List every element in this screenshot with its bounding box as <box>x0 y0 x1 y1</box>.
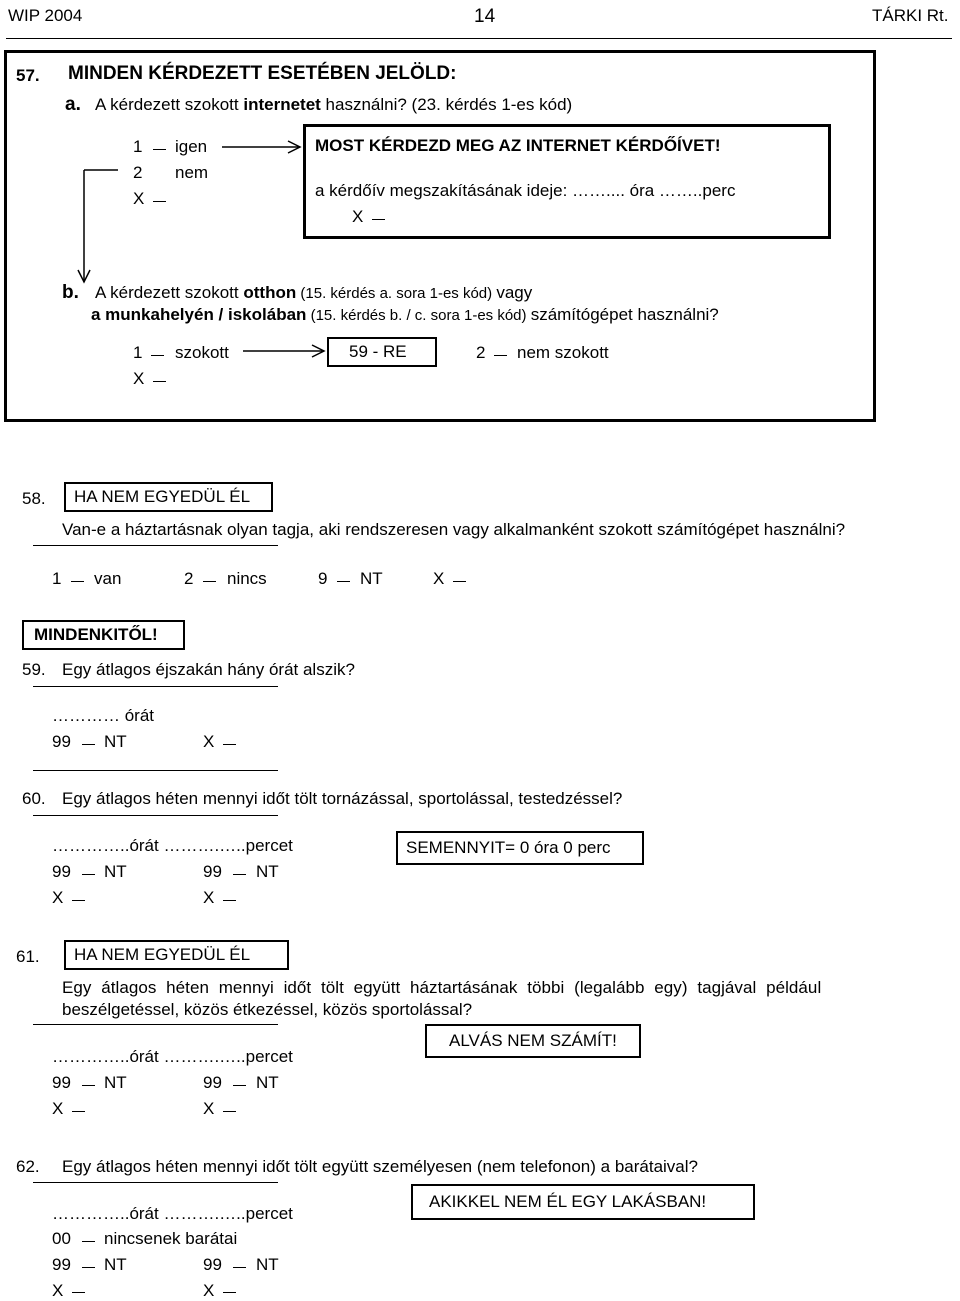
q62-number: 62. <box>16 1157 40 1176</box>
q62-none-dash <box>82 1241 95 1242</box>
q57a-text-pre: A kérdezett szokott <box>95 95 244 114</box>
q61-number: 61. <box>16 947 40 966</box>
header-left: WIP 2004 <box>8 6 83 25</box>
q62-x1[interactable]: X <box>52 1281 64 1300</box>
q59-bottom-rule <box>33 770 278 771</box>
q58-filter-box: HA NEM EGYEDÜL ÉL <box>64 482 273 512</box>
q57b-l2-end: számítógépet használni? <box>530 305 719 324</box>
q60-nt2-label: NT <box>256 862 279 881</box>
q57b-opt2-dash <box>494 355 507 356</box>
q57b-optx-dash <box>153 381 166 382</box>
q62-nt2-code[interactable]: 99 <box>203 1255 222 1274</box>
q62-answer[interactable]: …………..órát ……….…..percet <box>52 1204 293 1223</box>
q60-nt2-code[interactable]: 99 <box>203 862 222 881</box>
q57-title: MINDEN KÉRDEZETT ESETÉBEN JELÖLD: <box>68 63 457 84</box>
q57b-letter: b. <box>62 282 79 303</box>
q60-question: Egy átlagos héten mennyi időt tölt tornázással, sportolással, testedzéssel? <box>62 789 623 808</box>
q61-x2-dash <box>223 1111 236 1112</box>
q60-nt1-dash <box>82 874 95 875</box>
q58-opt2-code[interactable]: 2 <box>184 569 194 588</box>
q60-nt1-label: NT <box>104 862 127 881</box>
q58-underline <box>33 545 278 546</box>
q58-opt3-label: NT <box>360 569 383 588</box>
q60-nt1-code[interactable]: 99 <box>52 862 71 881</box>
q61-question-line1: Egy átlagos héten mennyi időt tölt együtt háztartásának többi (legalább egy) tagjával például <box>62 978 822 997</box>
q61-filter-box: HA NEM EGYEDÜL ÉL <box>64 940 289 970</box>
q60-x1[interactable]: X <box>52 888 64 907</box>
q58-number: 58. <box>22 489 46 508</box>
q58-opt2-dash <box>203 581 216 582</box>
q57a-text-post: használni? (23. kérdés 1-es kód) <box>320 95 573 114</box>
q59-underline <box>33 686 278 687</box>
q61-nt2-dash <box>233 1085 246 1086</box>
q57a-opt2-code[interactable]: 2 <box>133 163 143 182</box>
q62-x2[interactable]: X <box>203 1281 215 1300</box>
q57b-opt1-dash <box>151 355 164 356</box>
q58-opt3-dash <box>337 581 350 582</box>
q57a-box-title: MOST KÉRDEZD MEG AZ INTERNET KÉRDŐÍVET! <box>315 136 721 155</box>
q61-question-line2: beszélgetéssel, közös étkezéssel, közös sportolással? <box>62 1000 473 1019</box>
q58-opt1-label: van <box>94 569 122 588</box>
q62-question: Egy átlagos héten mennyi időt tölt együtt személyesen (nem telefonon) a barátaival? <box>62 1157 698 1176</box>
q59-question: Egy átlagos éjszakán hány órát alszik? <box>62 660 355 679</box>
header-right: TÁRKI Rt. <box>872 6 949 25</box>
q58-question: Van-e a háztartásnak olyan tagja, aki rendszeresen vagy alkalmanként szokott számítógépet használni? <box>62 520 846 539</box>
q57a-box-line: a kérdőív megszakításának ideje: …….... óra ……..perc <box>315 181 736 200</box>
q57b-opt2-code[interactable]: 2 <box>476 343 486 362</box>
q60-number: 60. <box>22 789 46 808</box>
q62-none-code[interactable]: 00 <box>52 1229 71 1248</box>
q57a-opt2-label: nem <box>175 163 209 182</box>
q62-nt2-dash <box>233 1267 246 1268</box>
q61-nt2-label: NT <box>256 1073 279 1092</box>
q58-opt1-dash <box>71 581 84 582</box>
q58-optx[interactable]: X <box>433 569 445 588</box>
q57b-goto-box: 59 - RE <box>327 337 437 367</box>
q61-answer[interactable]: …………..órát ……….…..percet <box>52 1047 293 1066</box>
q61-nt1-dash <box>82 1085 95 1086</box>
q59-number: 59. <box>22 660 46 679</box>
q57a-optx[interactable]: X <box>133 189 145 208</box>
q61-note-box: ALVÁS NEM SZÁMÍT! <box>425 1024 641 1058</box>
everyone-banner: MINDENKITŐL! <box>22 620 185 650</box>
q57a-box-x-dash <box>372 219 385 220</box>
q58-opt1-code[interactable]: 1 <box>52 569 62 588</box>
q62-note-box: AKIKKEL NEM ÉL EGY LAKÁSBAN! <box>411 1184 755 1220</box>
q62-underline <box>33 1182 278 1183</box>
q57b-l2-mid: (15. kérdés b. / c. sora 1-es kód) <box>306 307 531 324</box>
q61-x2[interactable]: X <box>203 1099 215 1118</box>
q59-nt-dash <box>82 744 95 745</box>
q61-nt2-code[interactable]: 99 <box>203 1073 222 1092</box>
q60-note-box: SEMENNYIT= 0 óra 0 perc <box>396 831 644 865</box>
q62-nt1-dash <box>82 1267 95 1268</box>
q57a-opt1-label: igen <box>175 137 208 156</box>
q57a-letter: a. <box>65 94 81 115</box>
q60-answer[interactable]: …………..órát ……….…..percet <box>52 836 293 855</box>
q60-underline <box>33 815 278 816</box>
q60-x2-dash <box>223 900 236 901</box>
q61-nt1-label: NT <box>104 1073 127 1092</box>
q57-number: 57. <box>16 66 40 85</box>
q59-nt-code[interactable]: 99 <box>52 732 71 751</box>
q62-nt1-code[interactable]: 99 <box>52 1255 71 1274</box>
q60-x1-dash <box>72 900 85 901</box>
q61-x1-dash <box>72 1111 85 1112</box>
q62-none-label: nincsenek barátai <box>104 1229 238 1248</box>
q59-x-dash <box>223 744 236 745</box>
q58-optx-dash <box>453 581 466 582</box>
q59-nt-label: NT <box>104 732 127 751</box>
q57b-l1-mid: (15. kérdés a. sora 1-es kód) <box>296 285 497 302</box>
q57a-box-x[interactable]: X <box>352 207 364 226</box>
page-number: 14 <box>474 6 496 27</box>
q57a-opt1-code[interactable]: 1 <box>133 137 143 156</box>
q61-x1[interactable]: X <box>52 1099 64 1118</box>
q59-x[interactable]: X <box>203 732 215 751</box>
q57b-l2-bold: a munkahelyén / iskolában <box>91 305 307 324</box>
q59-answer[interactable]: ………… órát <box>52 706 155 725</box>
q57b-opt2-label: nem szokott <box>517 343 609 362</box>
q57b-line1 <box>95 283 532 303</box>
q57b-opt1-code[interactable]: 1 <box>133 343 143 362</box>
q58-opt3-code[interactable]: 9 <box>318 569 328 588</box>
q60-x2[interactable]: X <box>203 888 215 907</box>
q57b-l1-end: vagy <box>496 283 533 302</box>
q60-nt2-dash <box>233 874 246 875</box>
q62-nt1-label: NT <box>104 1255 127 1274</box>
q61-underline <box>33 1024 278 1025</box>
q57a-text-bold: internetet <box>243 95 321 114</box>
q57b-line2 <box>91 305 719 325</box>
q62-nt2-label: NT <box>256 1255 279 1274</box>
q58-opt2-label: nincs <box>227 569 267 588</box>
q62-x1-dash <box>72 1292 85 1293</box>
q57b-optx[interactable]: X <box>133 369 145 388</box>
q61-nt1-code[interactable]: 99 <box>52 1073 71 1092</box>
q57b-opt1-label: szokott <box>175 343 229 362</box>
q57b-l1-bold: otthon <box>243 283 297 302</box>
q62-x2-dash <box>223 1292 236 1293</box>
q57b-l1-pre: A kérdezett szokott <box>95 283 244 302</box>
